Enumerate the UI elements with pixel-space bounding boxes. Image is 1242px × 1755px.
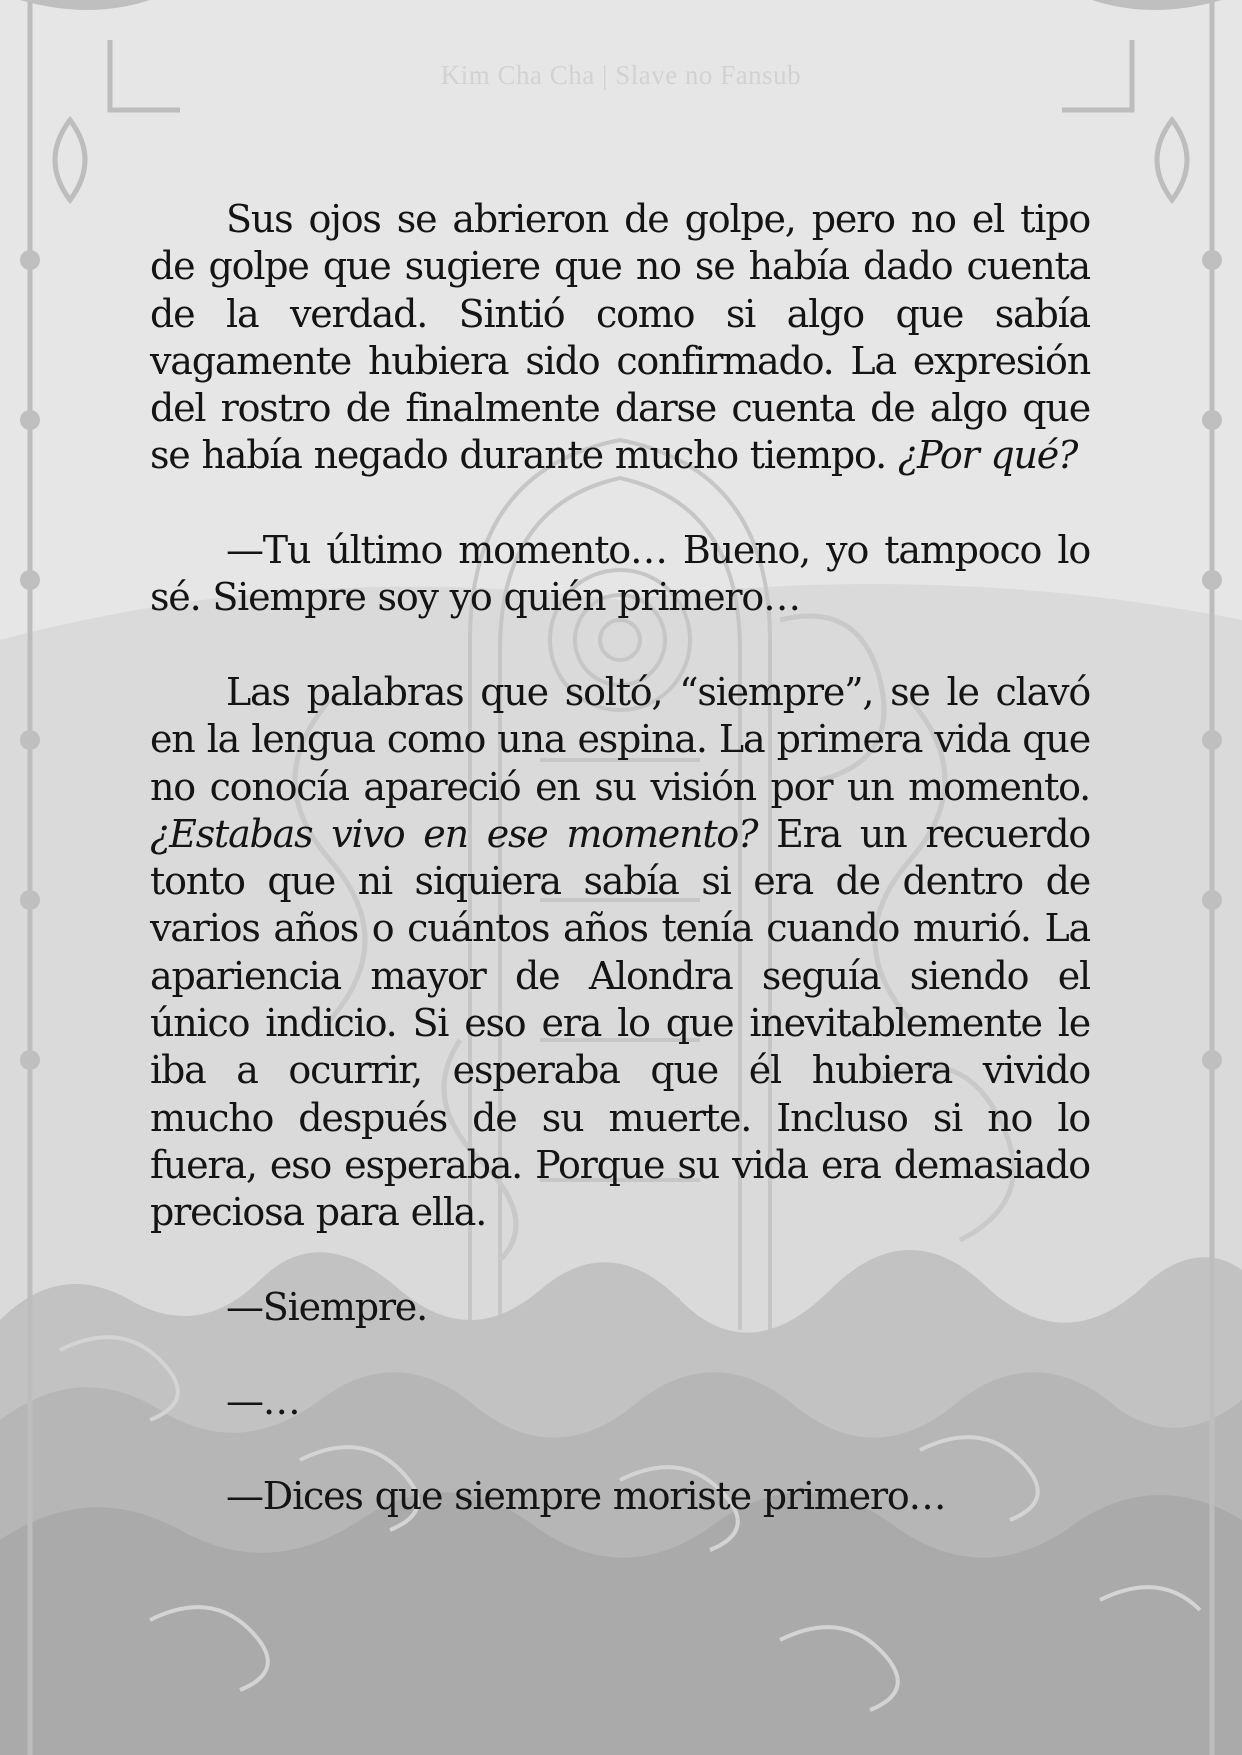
paragraph-p6 xyxy=(150,1473,1090,1520)
paragraph-text: Las palabras que soltó, “siempre”, se le clavó en la lengua como una espina. La primera vida que no conocía apareció en su visión por un momento. xyxy=(150,669,1090,809)
paragraph-text: —Tu último momento… Bueno, yo tampoco lo sé. Siempre soy yo quién primero… xyxy=(150,528,1090,620)
paragraph-p3 xyxy=(150,669,1090,1237)
chapter-text xyxy=(150,196,1090,1568)
paragraph-text: Era un recuerdo tonto que ni siquiera sabía si era de dentro de varios años o cuántos años tenía cuando murió. La apariencia mayor de Alondra seguía siendo el único indicio. Si eso era lo que inevitablemente le iba a ocurrir, esperaba que él hubiera vivido mucho después de su muerte. Incluso si no lo fuera, eso esperaba. Porque su vida era demasiado preciosa para ella. xyxy=(150,811,1090,1235)
italic-thought: ¿Estabas vivo en ese momento? xyxy=(150,811,758,856)
paragraph-text: —Dices que siempre moriste primero… xyxy=(226,1474,946,1519)
paragraph-p4 xyxy=(150,1284,1090,1331)
paragraph-text: Sus ojos se abrieron de golpe, pero no el tipo de golpe que sugiere que no se había dado cuenta de la verdad. Sintió como si algo que sabía vagamente hubiera sido confirmado. La expresión del rostro de finalmente darse cuenta de algo que se había negado durante mucho tiempo. xyxy=(150,197,1090,478)
paragraph-p1 xyxy=(150,196,1090,480)
paragraph-p2 xyxy=(150,527,1090,622)
paragraph-text: —Siempre. xyxy=(226,1284,427,1329)
paragraph-p5 xyxy=(150,1378,1090,1425)
paragraph-text: —… xyxy=(226,1379,300,1424)
italic-thought: ¿Por qué? xyxy=(897,433,1078,478)
watermark-credit: Kim Cha Cha | Slave no Fansub xyxy=(440,60,802,90)
